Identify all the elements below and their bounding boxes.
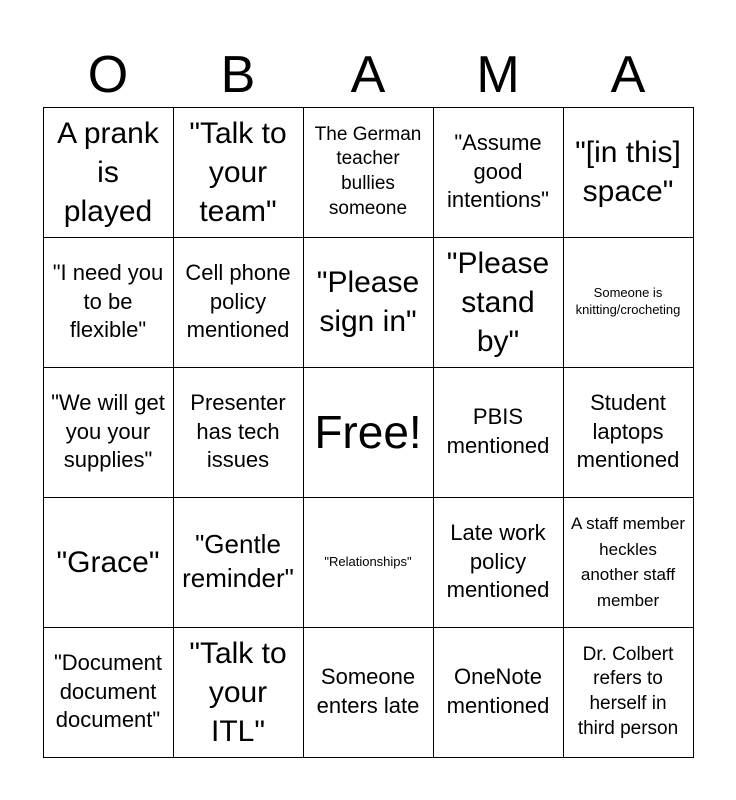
bingo-cell-text: Someone enters late — [316, 664, 420, 718]
bingo-cell-text: A prank is played — [57, 116, 159, 228]
bingo-cell-r5-c3[interactable] — [303, 627, 434, 758]
bingo-cell-r2-c3[interactable] — [303, 237, 434, 368]
bingo-cell-r4-c2[interactable] — [173, 497, 304, 628]
bingo-cell-r5-c4[interactable] — [433, 627, 564, 758]
bingo-cell-text: Late work policy mentioned — [446, 520, 550, 603]
bingo-cell-text: Dr. Colbert refers to herself in third person — [577, 643, 679, 739]
bingo-cell-text: OneNote mentioned — [446, 664, 550, 718]
bingo-cell-text: "Grace" — [56, 545, 160, 579]
bingo-cell-text: The German teacher bullies someone — [314, 123, 422, 219]
bingo-cell-text: "[in this] space" — [575, 136, 681, 208]
bingo-cell-text: "I need you to be flexible" — [52, 260, 164, 343]
bingo-cell-text: "Talk to your team" — [189, 116, 287, 228]
bingo-cell-r1-c2[interactable] — [173, 107, 304, 238]
bingo-cell-r3-c5[interactable] — [563, 367, 694, 498]
bingo-cell-text: Someone is knitting/crocheting — [575, 285, 681, 317]
bingo-cell-r2-c1[interactable] — [43, 237, 174, 368]
header-letter-b: B — [220, 46, 256, 104]
bingo-cell-text: "Gentle reminder" — [182, 529, 294, 593]
bingo-cell-text: "We will get you your supplies" — [51, 390, 165, 473]
bingo-board — [43, 107, 693, 757]
header-letter-a-2: A — [610, 46, 646, 104]
bingo-cell-text: PBIS mentioned — [446, 404, 550, 458]
bingo-cell-text: "Please stand by" — [446, 246, 550, 358]
bingo-cell-r4-c5[interactable] — [563, 497, 694, 628]
bingo-cell-r4-c4[interactable] — [433, 497, 564, 628]
bingo-cell-r2-c4[interactable] — [433, 237, 564, 368]
bingo-cell-text: "Document document document" — [53, 650, 163, 733]
bingo-cell-text: Presenter has tech issues — [190, 390, 286, 473]
bingo-cell-r4-c3[interactable] — [303, 497, 434, 628]
bingo-cell-text: "Assume good intentions" — [447, 130, 549, 213]
bingo-cell-text: Cell phone policy mentioned — [185, 260, 291, 343]
bingo-cell-r5-c1[interactable] — [43, 627, 174, 758]
bingo-cell-r4-c1[interactable] — [43, 497, 174, 628]
bingo-cell-r3-c2[interactable] — [173, 367, 304, 498]
bingo-cell-r5-c2[interactable] — [173, 627, 304, 758]
bingo-cell-text: "Talk to your ITL" — [189, 636, 287, 748]
header-letter-m: M — [476, 46, 520, 104]
bingo-cell-r3-c4[interactable] — [433, 367, 564, 498]
bingo-cell-r3-c1[interactable] — [43, 367, 174, 498]
bingo-cell-r2-c5[interactable] — [563, 237, 694, 368]
bingo-cell-r1-c3[interactable] — [303, 107, 434, 238]
bingo-cell-r1-c4[interactable] — [433, 107, 564, 238]
bingo-cell-text: Free! — [314, 406, 422, 458]
bingo-cell-r2-c2[interactable] — [173, 237, 304, 368]
header-letter-o: O — [87, 46, 129, 104]
bingo-cell-text: "Please sign in" — [316, 266, 420, 338]
bingo-header — [43, 44, 693, 106]
bingo-cell-text: "Relationships" — [324, 553, 412, 569]
bingo-cell-text: Student laptops mentioned — [576, 390, 680, 473]
header-letter-a: A — [350, 46, 386, 104]
bingo-cell-free[interactable] — [303, 367, 434, 498]
bingo-cell-r5-c5[interactable] — [563, 627, 694, 758]
bingo-cell-text: A staff member heckles another staff member — [570, 514, 685, 610]
bingo-cell-r1-c1[interactable] — [43, 107, 174, 238]
bingo-cell-r1-c5[interactable] — [563, 107, 694, 238]
